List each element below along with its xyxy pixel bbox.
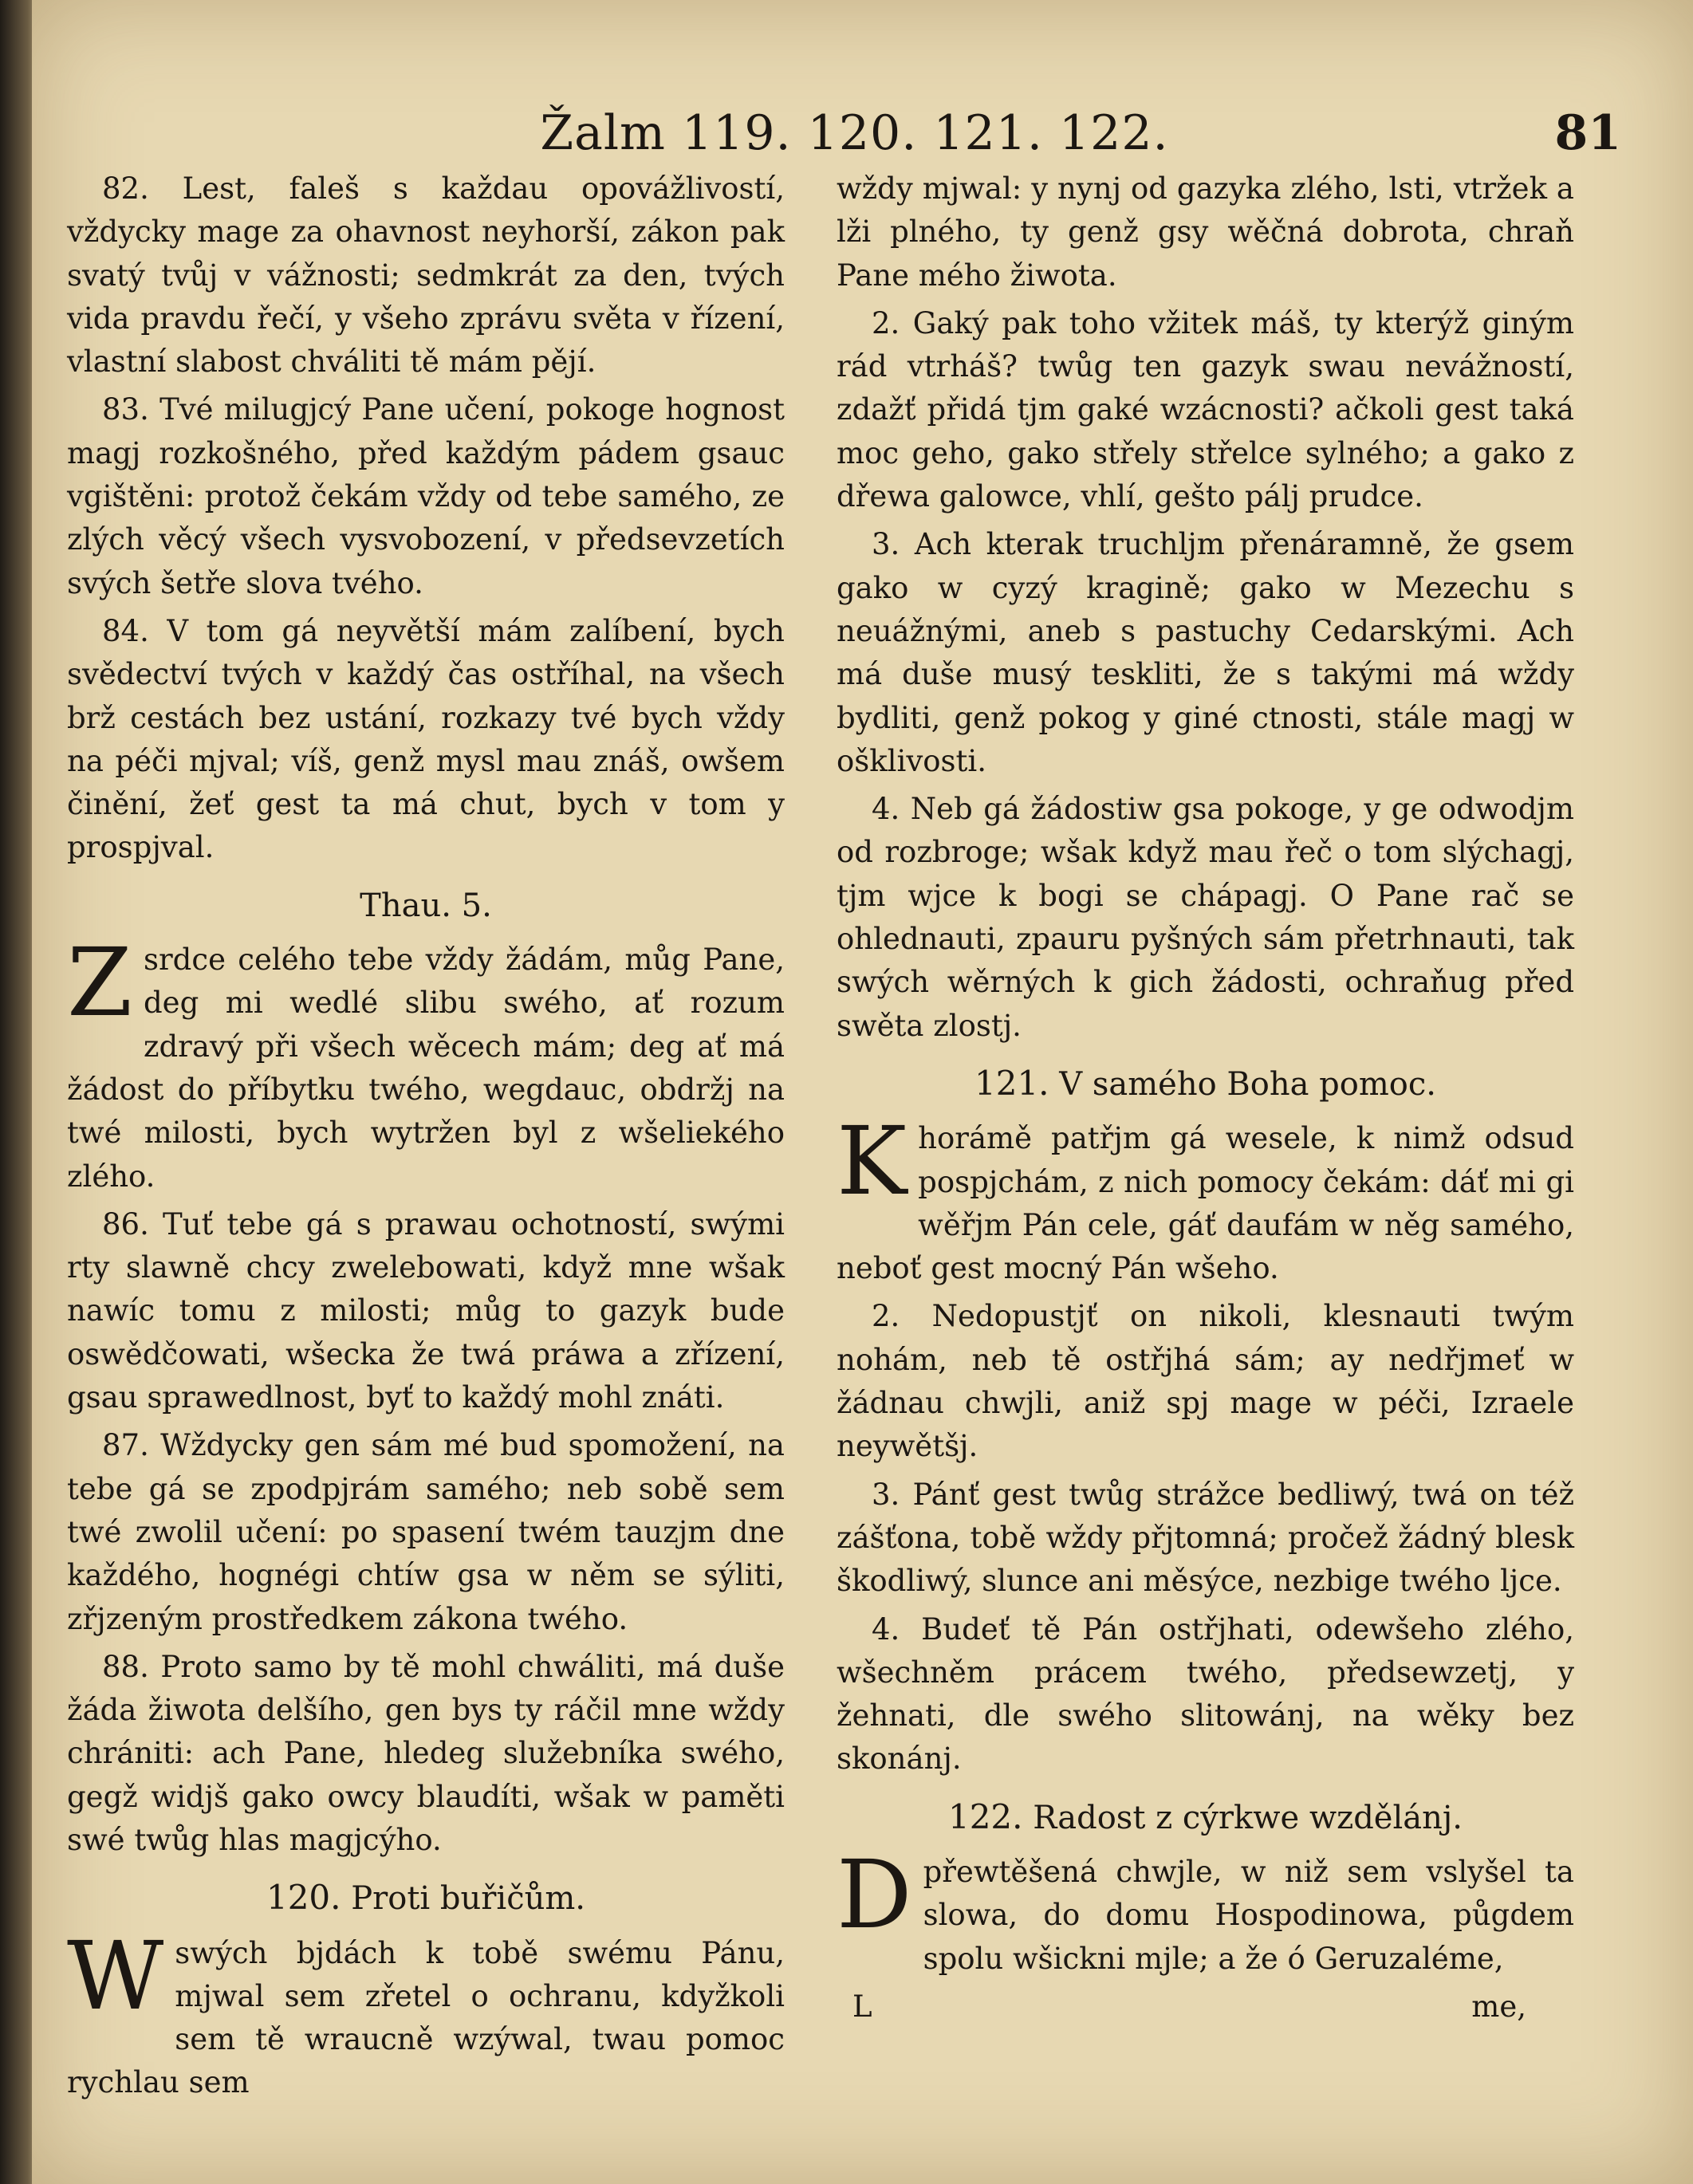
psalm-121-verse-1-text: horámě patřjm gá wesele, k nimž odsud pospjchám, z nich pomocy čekám: dáť mi gi wěřjm Pán cele, gáť daufám w něg samého, neboť gest mocný Pán wšeho.: [837, 1121, 1574, 1286]
psalm-121-verse-1: [837, 1106, 1574, 1290]
catchword: me,: [1471, 1989, 1526, 2024]
verse-86: 86. Tuť tebe gá s prawau ochotností, swými rty slawně chcy zwelebowati, když mne wšak nawíc tomu z milosti; můg to gazyk bude oswědčowati, wšecka že twá práwa a zřízení, gsau sprawedlnost, byť to každý mohl znáti.: [67, 1206, 785, 1415]
drop-initial-d: D: [837, 1839, 912, 1950]
drop-initial-w: W: [67, 1920, 164, 2031]
psalm-120-heading: [67, 1876, 785, 1920]
left-column: [67, 167, 785, 2110]
book-page: [32, 0, 1693, 2184]
psalm-120-title: Proti buřičům.: [351, 1880, 586, 1918]
psalm-122-verse-1-text: přewtěšená chwjle, w niž sem vslyšel ta slowa, do domu Hospodinowa, půgdem spolu wšickni mjle; a že ó Geruzaléme,: [923, 1854, 1574, 1976]
verse-84: 84. V tom gá neyvětší mám zalíbení, bych svědectví tvých v každý čas ostříhal, na všech brž cestách bez ustání, rozkazy tvé bych vždy na péči mjval; víš, genž mysl mau znáš, owšem činění, žeť gest ta má chut, bych v tom y prospjval.: [67, 613, 785, 865]
psalm-120-number: 120.: [266, 1878, 341, 1918]
psalm-121-verse-2: 2. Nedopustjť on nikoli, klesnauti twým nohám, neb tě ostřjhá sám; ay nedřjmeť w žádnau chwjli, aniž spj mage w péči, Izraele neywětšj.: [837, 1299, 1574, 1464]
psalm-120-verse-3: 3. Ach kterak truchljm přenáramně, že gsem gako w cyzý kragině; gako w Mezechu s neuážnými, aneb s pastuchy Cedarskými. Ach má duše musý teskliti, že s takými má wždy bydliti, genž pokog y giné ctnosti, stále magj w ošklivosti.: [837, 527, 1574, 778]
psalm-121-verse-3: 3. Pánť gest twůg strážce bedliwý, twá on též zášťona, tobě wždy přjtomná; pročež žádný blesk škodliwý, slunce ani měsýce, nezbige twého ljce.: [837, 1477, 1574, 1599]
psalm-120-verse-4: 4. Neb gá žádostiw gsa pokoge, y ge odwodjm od rozbroge; wšak když mau řeč o tom slýchagj, tjm wjce k bogi se chápagj. O Pane rač se ohlednauti, zpauru pyšných sám přetrhnauti, tak swých wěrných k gich žádosti, ochraňug před swěta zlostj.: [837, 792, 1574, 1043]
psalm-122-number: 122.: [947, 1796, 1023, 1836]
page-number: 81: [1554, 105, 1621, 161]
verse-88: 88. Proto samo by tě mohl chwáliti, má duše žáda žiwota delšího, gen bys ty ráčil mne wždy chrániti: ach Pane, hledeg služebníka swého, gegž widjš gako owcy blaudíti, wšak w paměti swé twůg hlas magjcýho.: [67, 1649, 785, 1857]
verse-83: 83. Tvé milugjcý Pane učení, pokoge hognost magj rozkošného, před každým pádem gsauc vgištěni: protož čekám vždy od tebe samého, ze zlých věcý všech vysvobození, v předsevzetích svých šetře slova tvého.: [67, 392, 785, 600]
verse-85: [67, 927, 785, 1198]
psalm-120-verse-1: [67, 1920, 785, 2105]
drop-initial-z: Z: [67, 927, 132, 1038]
psalm-122-verse-1: [837, 1839, 1574, 1981]
verse-82: 82. Lest, faleš s každau opovážlivostí, vždycky mage za ohavnost neyhorší, zákon pak svatý tvůj v vážnosti; sedmkrát za den, tvých vida pravdu řečí, y všeho zprávu světa v řízení, vlastní slabost chváliti tě mám pějí.: [67, 171, 785, 380]
psalm-121-heading: [837, 1062, 1574, 1106]
drop-initial-k: K: [837, 1106, 908, 1217]
signature-mark: L: [852, 1989, 872, 2024]
verse-85-text: srdce celého tebe vždy žádám, můg Pane, deg mi wedlé slibu swého, ať rozum zdravý při všech wěcech mám; deg ať má žádost do příbytku twého, wegdauc, obdržj na twé milosti, bych wytržen byl z wšeliekého zlého.: [67, 942, 785, 1194]
psalm-121-verse-4: 4. Budeť tě Pán ostřjhati, odewšeho zlého, wšechněm prácem twého, předsewzetj, y žehnati, dle swého slitowánj, na wěky bez skonánj.: [837, 1611, 1574, 1777]
psalm-122-heading: [837, 1796, 1574, 1840]
page-title: Žalm 119. 120. 121. 122.: [540, 105, 1169, 161]
psalm-121-number: 121.: [974, 1063, 1049, 1103]
psalm-122-title: Radost z cýrkwe wzdělánj.: [1033, 1799, 1463, 1836]
running-head: [64, 96, 1645, 167]
psalm-120-verse-2: 2. Gaký pak toho vžitek máš, ty kterýž giným rád vtrháš? twůg ten gazyk swau nevážností, zdažť přidá tjm gaké wzácnosti? ačkoli gest taká moc geho, gako střely střelce sylného; a gako z dřewa galowce, vhlí, gešto pálj prudce.: [837, 305, 1574, 514]
catchword-line: [837, 1985, 1574, 2029]
right-column: [837, 167, 1574, 2029]
psalm-120-continuation: wždy mjwal: y nynj od gazyka zlého, lsti, vtržek a lži plného, ty genž gsy wěčná dobrota, chraň Pane mého žiwota.: [837, 171, 1574, 293]
psalm-121-title: V samého Boha pomoc.: [1059, 1065, 1436, 1103]
psalm-120-verse-1-text: swých bjdách k tobě swému Pánu, mjwal sem zřetel o ochranu, kdyžkoli sem tě wraucně wzýwal, twau pomoc rychlau sem: [67, 1935, 785, 2100]
verse-87: 87. Wždycky gen sám mé bud spomožení, na tebe gá se zpodpjrám samého; neb sobě sem twé zwolil učení: po spasení twém tauzjm dne každého, hognégi chtíw gsa w něm se sýliti, zřjzeným prostředkem zákona twého.: [67, 1428, 785, 1636]
section-heading-thau: Thau. 5.: [360, 887, 492, 924]
